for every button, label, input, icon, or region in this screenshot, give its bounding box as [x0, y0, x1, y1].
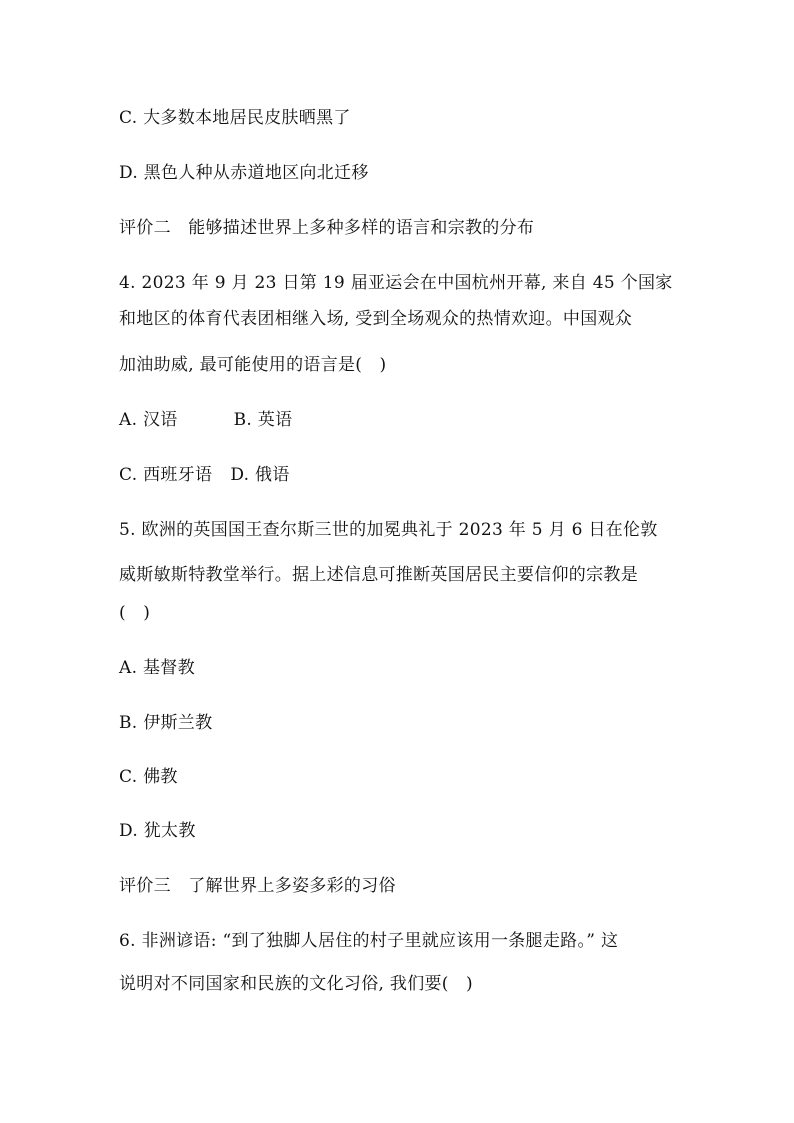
q4-option-d: D. 俄语 — [230, 465, 290, 485]
q4-text-line-1: 4. 2023 年 9 月 23 日第 19 届亚运会在中国杭州开幕, 来自 45 个国家 — [119, 273, 673, 293]
section-title-3: 评价三 了解世界上多姿多彩的习俗 — [119, 876, 396, 896]
q4-option-b: B. 英语 — [233, 410, 293, 430]
q5-text-line-2: 威斯敏斯特教堂举行。据上述信息可推断英国居民主要信仰的宗教是 — [119, 565, 638, 585]
q4-options-row-1 — [119, 410, 292, 430]
q5-option-b: B. 伊斯兰教 — [119, 713, 213, 733]
q4-text-line-2: 和地区的体育代表团相继入场, 受到全场观众的热情欢迎。中国观众 — [119, 309, 633, 329]
q4-text-line-3: 加油助威, 最可能使用的语言是( ) — [119, 355, 387, 375]
q5-option-a: A. 基督教 — [119, 658, 195, 678]
q4-options-row-2 — [119, 465, 290, 485]
q4-option-a: A. 汉语 — [119, 410, 178, 430]
q5-text-line-1: 5. 欧洲的英国国王查尔斯三世的加冕典礼于 2023 年 5 月 6 日在伦敦 — [119, 520, 658, 540]
q5-option-c: C. 佛教 — [119, 767, 178, 787]
q3-option-c: C. 大多数本地居民皮肤晒黑了 — [119, 108, 351, 128]
q5-text-line-3: ( ) — [119, 603, 151, 623]
q5-option-d: D. 犹太教 — [119, 821, 196, 841]
q3-option-d: D. 黑色人种从赤道地区向北迁移 — [119, 163, 369, 183]
q4-option-c: C. 西班牙语 — [119, 465, 213, 485]
q6-text-line-1: 6. 非洲谚语: “到了独脚人居住的村子里就应该用一条腿走路。” 这 — [119, 931, 619, 951]
q6-text-line-2: 说明对不同国家和民族的文化习俗, 我们要( ) — [119, 974, 473, 994]
section-title-2: 评价二 能够描述世界上多种多样的语言和宗教的分布 — [119, 218, 535, 238]
